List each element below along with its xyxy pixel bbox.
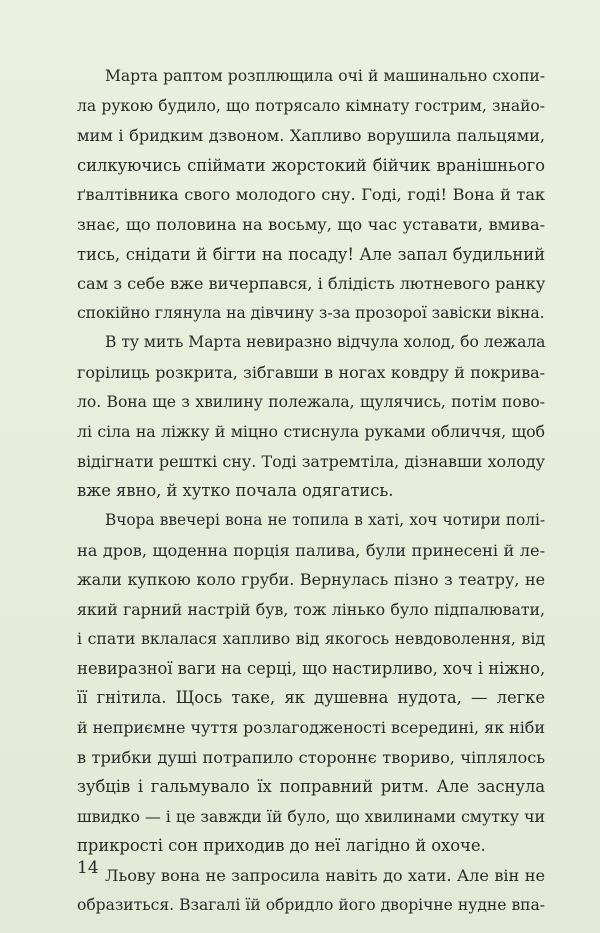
text-line: її гнітила. Щось таке, як душевна нудота, — легке	[77, 688, 545, 708]
text-line: ґвалтівника свого молодого сну. Годі, годі! Вона й так	[77, 185, 545, 205]
text-line: невиразної ваги на серці, що настирливо, хоч і ніжно,	[77, 658, 546, 678]
text-line: на дров, щоденна порція палива, були принесені й ле-	[77, 540, 545, 560]
text-line: горілиць розкрита, зібгавши в ногах ковдру й покрива-	[77, 362, 545, 382]
text-line: мим і бридким дзвоном. Хапливо ворушила пальцями,	[77, 126, 545, 146]
text-line: і спати вклалася хапливо від якогось невдоволення, від	[77, 629, 545, 649]
body-text	[77, 62, 545, 920]
text-line: й неприємне чуття розлагодженості всередині, як ніби	[77, 718, 545, 738]
page-number: 14	[77, 858, 99, 878]
text-line: лі сіла на ліжку й міцно стиснула руками обличчя, щоб	[77, 422, 545, 442]
text-line: сам з себе вже вичерпався, і блідість лютневого ранку	[77, 274, 546, 294]
text-line: швидко — і це завжди їй було, що хвилинами смутку чи	[77, 806, 545, 826]
text-line: Льову вона не запросила навіть до хати. Але він не	[105, 866, 545, 886]
text-line: який гарний настрій був, тож лінько було підпалювати,	[77, 599, 545, 619]
text-line: відігнати решткі сну. Тоді затремтіла, дізнавши холоду	[77, 451, 545, 471]
text-line: В ту мить Марта невиразно відчула холод, бо лежала	[105, 333, 546, 352]
text-line: образиться. Взагалі їй обридло його дворічне нудне впа-	[77, 895, 545, 914]
text-line: ла рукою будило, що потрясало кімнату гострим, знайо-	[77, 96, 545, 115]
text-line: в трибки душі потрапило стороннє твориво, чіплялось	[77, 747, 545, 767]
text-line: тись, снідати й бігти на посаду! Але запал будильний	[77, 244, 545, 264]
text-line: вже явно, й хутко почала одягатись.	[77, 481, 394, 501]
text-line: жали купкою коло груби. Вернулась пізно з театру, не	[77, 570, 545, 590]
text-line: Вчора ввечері вона не топила в хаті, хоч чотири полі-	[105, 510, 545, 529]
text-line: Марта раптом розплющила очі й машинально схопи-	[105, 67, 545, 85]
text-line: зубців і гальмувало їх поправний ритм. Але заснула	[77, 777, 545, 797]
text-line: прикрості сон приходив до неї лагідно й охоче.	[77, 836, 486, 856]
text-line: спокійно глянула на дівчину з-за прозорої завіски вікна.	[77, 303, 545, 322]
text-line: знає, що половина на восьму, що час уставати, вмива-	[77, 214, 545, 234]
text-line: ло. Вона ще з хвилину полежала, щулячись, потім пово-	[77, 392, 545, 411]
text-line: силкуючись спіймати жорстокий бійчик вранішнього	[77, 155, 545, 175]
